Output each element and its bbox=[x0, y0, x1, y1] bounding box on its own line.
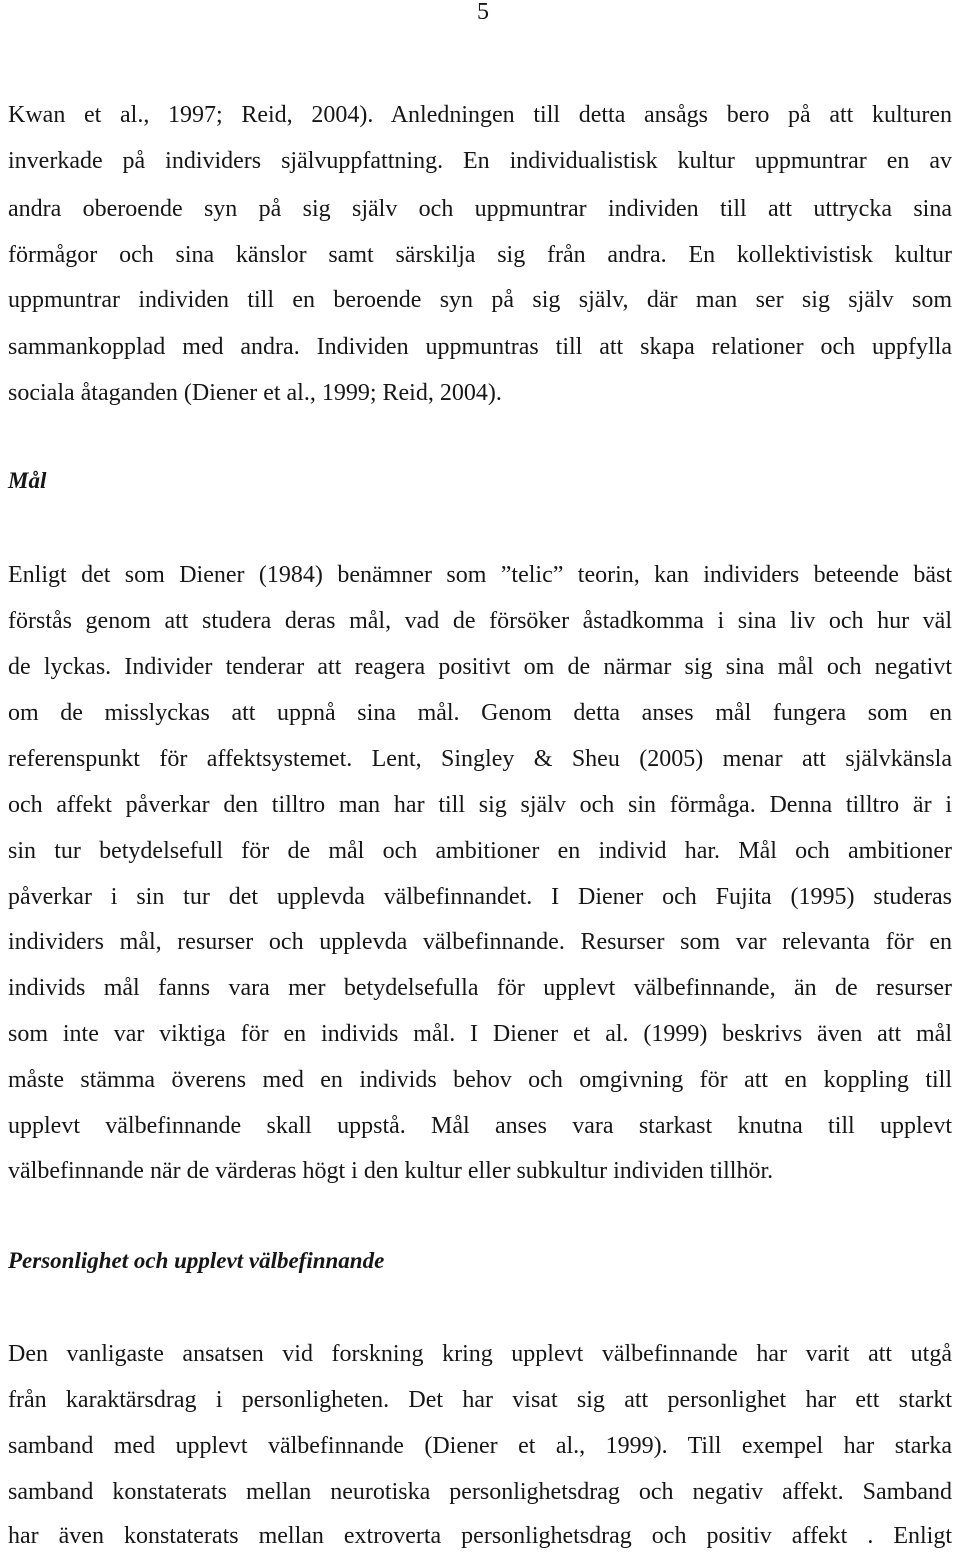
text-line: Enligt det som Diener (1984) benämner som ”telic” teorin, kan individers beteende bäst bbox=[8, 562, 952, 588]
text-line: individs mål fanns vara mer betydelsefulla för upplevt välbefinnande, än de resurser bbox=[8, 975, 952, 1001]
text-line: välbefinnande när de värderas högt i den kultur eller subkultur individen tillhör. bbox=[8, 1158, 774, 1184]
text-line: samband med upplevt välbefinnande (Diener et al., 1999). Till exempel har starka bbox=[8, 1433, 952, 1459]
text-line: förstås genom att studera deras mål, vad de försöker åstadkomma i sina liv och hur väl bbox=[8, 608, 952, 634]
text-line: andra oberoende syn på sig själv och uppmuntrar individen till att uttrycka sina bbox=[8, 196, 952, 222]
text-line: sociala åtaganden (Diener et al., 1999; Reid, 2004). bbox=[8, 380, 502, 406]
text-line: som inte var viktiga för en individs mål. I Diener et al. (1999) beskrivs även att mål bbox=[8, 1021, 952, 1047]
text-line: individers mål, resurser och upplevda välbefinnande. Resurser som var relevanta för en bbox=[8, 929, 952, 955]
section-heading-mal: Mål bbox=[8, 468, 47, 493]
text-line: sammankopplad med andra. Individen uppmuntras till att skapa relationer och uppfylla bbox=[8, 334, 952, 360]
text-line: Den vanligaste ansatsen vid forskning kring upplevt välbefinnande har varit att utgå bbox=[8, 1341, 952, 1367]
text-line: samband konstaterats mellan neurotiska personlighetsdrag och negativ affekt. Samband bbox=[8, 1479, 952, 1505]
text-line: inverkade på individers självuppfattning. En individualistisk kultur uppmuntrar en av bbox=[8, 148, 952, 174]
text-line: påverkar i sin tur det upplevda välbefinnandet. I Diener och Fujita (1995) studeras bbox=[8, 884, 952, 910]
text-line: måste stämma överens med en individs behov och omgivning för att en koppling till bbox=[8, 1067, 952, 1093]
text-line: de lyckas. Individer tenderar att reagera positivt om de närmar sig sina mål och negativt bbox=[8, 654, 952, 680]
text-line: från karaktärsdrag i personligheten. Det har visat sig att personlighet har ett starkt bbox=[8, 1387, 952, 1413]
text-line: sin tur betydelsefull för de mål och ambitioner en individ har. Mål och ambitioner bbox=[8, 838, 952, 864]
text-line: upplevt välbefinnande skall uppstå. Mål anses vara starkast knutna till upplevt bbox=[8, 1113, 952, 1139]
text-line: Kwan et al., 1997; Reid, 2004). Anledningen till detta ansågs bero på att kulturen bbox=[8, 102, 952, 128]
text-line: förmågor och sina känslor samt särskilja sig från andra. En kollektivistisk kultur bbox=[8, 242, 952, 268]
text-line: har även konstaterats mellan extroverta personlighetsdrag och positiv affekt . Enligt bbox=[8, 1523, 952, 1549]
text-line: om de misslyckas att uppnå sina mål. Genom detta anses mål fungera som en bbox=[8, 700, 952, 726]
section-heading-personlighet: Personlighet och upplevt välbefinnande bbox=[8, 1248, 385, 1273]
text-line: och affekt påverkar den tilltro man har till sig själv och sin förmåga. Denna tilltro är i bbox=[8, 792, 952, 818]
text-line: uppmuntrar individen till en beroende syn på sig själv, där man ser sig själv som bbox=[8, 287, 952, 313]
page-number: 5 bbox=[477, 0, 489, 25]
text-line: referenspunkt för affektsystemet. Lent, Singley & Sheu (2005) menar att självkänsla bbox=[8, 746, 952, 772]
